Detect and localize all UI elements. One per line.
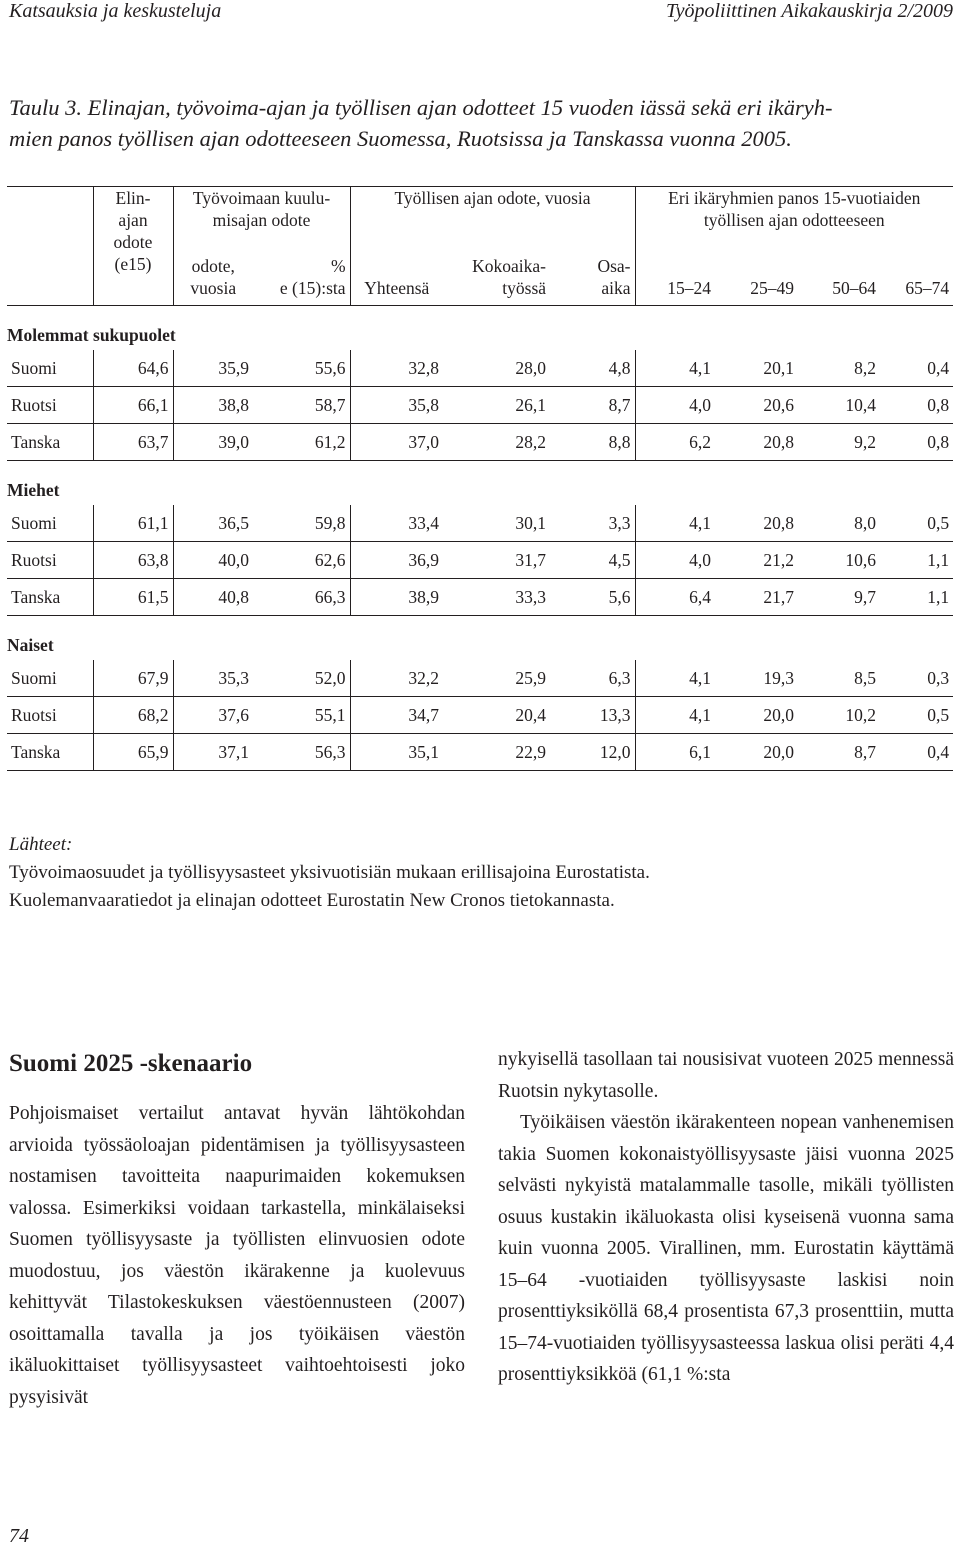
- value-cell: 26,1: [443, 387, 550, 424]
- table-row: [7, 542, 953, 579]
- value-cell: 66,1: [93, 387, 173, 424]
- country-cell: Tanska: [7, 579, 93, 616]
- value-cell: 40,8: [173, 579, 253, 616]
- table-caption: [9, 92, 953, 154]
- value-cell: 4,0: [635, 542, 715, 579]
- article-column-right: [498, 1044, 954, 1391]
- caption-line-1: Taulu 3. Elinajan, työvoima-ajan ja työllisen ajan odotteet 15 vuoden iässä sekä eri ikäryh-: [9, 95, 833, 120]
- value-cell: 20,8: [715, 505, 798, 542]
- value-cell: 35,8: [350, 387, 443, 424]
- value-cell: 31,7: [443, 542, 550, 579]
- country-cell: Tanska: [7, 424, 93, 461]
- value-cell: 20,8: [715, 424, 798, 461]
- value-cell: 8,7: [550, 387, 635, 424]
- value-cell: 33,3: [443, 579, 550, 616]
- paragraph: Pohjoismaiset vertailut antavat hyvän lähtökohdan arvioida työssäoloajan pidentämisen ja työllisyysasteen nostamisen tavoitteita naapurimaiden kokemuksen valossa. Esimerkiksi voidaan tarkastella, minkälaiseksi Suomen työllisyysaste ja työllisten elinvuosien odote muodostuu, jos väestön ikärakenne ja kuolevuus kehittyvät Tilastokeskuksen väestöennusteen (2007) osoittamalla tavalla ja jos työikäisen väestön ikäluokittaiset työllisyysasteet vaihtoehtoisesti joko pysyisivät: [9, 1103, 465, 1408]
- value-cell: 4,1: [635, 697, 715, 734]
- value-cell: 1,1: [880, 542, 953, 579]
- header-life-expectancy: Elin- ajan odote (e15): [93, 187, 173, 306]
- country-cell: Suomi: [7, 660, 93, 697]
- subheader-age-65-74: 65–74: [880, 245, 953, 306]
- table-row: [7, 734, 953, 771]
- subheader-age-15-24: 15–24: [635, 245, 715, 306]
- group-header-row: [7, 461, 953, 506]
- table-row: [7, 387, 953, 424]
- value-cell: 0,8: [880, 387, 953, 424]
- value-cell: 8,2: [798, 350, 880, 387]
- value-cell: 3,3: [550, 505, 635, 542]
- value-cell: 4,1: [635, 660, 715, 697]
- table-body: [7, 306, 953, 771]
- table-row: [7, 579, 953, 616]
- group-header-row: [7, 616, 953, 661]
- group-title: Miehet: [7, 480, 60, 500]
- value-cell: 10,4: [798, 387, 880, 424]
- table-row: [7, 697, 953, 734]
- subheader-percent-of-e15: % e (15):sta: [253, 245, 350, 306]
- value-cell: 4,8: [550, 350, 635, 387]
- article-column-left: [9, 1044, 465, 1413]
- value-cell: 52,0: [253, 660, 350, 697]
- value-cell: 20,4: [443, 697, 550, 734]
- value-cell: 5,6: [550, 579, 635, 616]
- value-cell: 22,9: [443, 734, 550, 771]
- source-line-1: Työvoimaosuudet ja työllisyysasteet yksivuotisiän mukaan erillisajoina Eurostatista.: [9, 862, 650, 883]
- value-cell: 63,8: [93, 542, 173, 579]
- value-cell: 64,6: [93, 350, 173, 387]
- value-cell: 39,0: [173, 424, 253, 461]
- table-row: [7, 505, 953, 542]
- subheader-total: Yhteensä: [350, 245, 443, 306]
- value-cell: 9,7: [798, 579, 880, 616]
- value-cell: 0,3: [880, 660, 953, 697]
- value-cell: 6,3: [550, 660, 635, 697]
- value-cell: 56,3: [253, 734, 350, 771]
- value-cell: 4,5: [550, 542, 635, 579]
- value-cell: 55,1: [253, 697, 350, 734]
- country-cell: Tanska: [7, 734, 93, 771]
- value-cell: 20,6: [715, 387, 798, 424]
- value-cell: 68,2: [93, 697, 173, 734]
- group-title: Molemmat sukupuolet: [7, 325, 176, 345]
- value-cell: 38,8: [173, 387, 253, 424]
- header-labour-force-time: Työvoimaan kuulu- misajan odote: [173, 187, 350, 246]
- data-table: [7, 186, 953, 771]
- value-cell: 37,6: [173, 697, 253, 734]
- country-cell: Suomi: [7, 505, 93, 542]
- country-cell: Suomi: [7, 350, 93, 387]
- value-cell: 10,2: [798, 697, 880, 734]
- value-cell: 35,1: [350, 734, 443, 771]
- value-cell: 28,2: [443, 424, 550, 461]
- value-cell: 0,5: [880, 505, 953, 542]
- value-cell: 37,1: [173, 734, 253, 771]
- value-cell: 21,2: [715, 542, 798, 579]
- caption-line-2: mien panos työllisen ajan odotteeseen Suomessa, Ruotsissa ja Tanskassa vuonna 2005.: [9, 126, 792, 151]
- group-header-row: [7, 306, 953, 351]
- value-cell: 20,0: [715, 734, 798, 771]
- source-line-2: Kuolemanvaaratiedot ja elinajan odotteet Eurostatin New Cronos tietokannasta.: [9, 890, 615, 911]
- value-cell: 67,9: [93, 660, 173, 697]
- value-cell: 35,9: [173, 350, 253, 387]
- subheader-full-time: Kokoaika- työssä: [443, 245, 550, 306]
- value-cell: 0,5: [880, 697, 953, 734]
- value-cell: 20,0: [715, 697, 798, 734]
- sources-label: Lähteet:: [9, 834, 73, 855]
- subheader-part-time: Osa- aika: [550, 245, 635, 306]
- value-cell: 36,5: [173, 505, 253, 542]
- value-cell: 20,1: [715, 350, 798, 387]
- value-cell: 13,3: [550, 697, 635, 734]
- data-table-wrapper: [7, 186, 953, 771]
- group-title: Naiset: [7, 635, 54, 655]
- value-cell: 6,4: [635, 579, 715, 616]
- country-cell: Ruotsi: [7, 697, 93, 734]
- value-cell: 34,7: [350, 697, 443, 734]
- header-age-group-contribution: Eri ikäryhmien panos 15-vuotiaiden työllisen ajan odotteeseen: [635, 187, 953, 246]
- value-cell: 40,0: [173, 542, 253, 579]
- value-cell: 8,7: [798, 734, 880, 771]
- value-cell: 65,9: [93, 734, 173, 771]
- value-cell: 63,7: [93, 424, 173, 461]
- paragraph: Työikäisen väestön ikärakenteen nopean vanhenemisen takia Suomen kokonaistyöllisyysaste jäisi vuonna 2025 selvästi nykyistä matalammalle tasolle, mikäli työllisten osuus kustakin ikäluokasta olisi kyseisenä vuonna sama kuin vuonna 2005. Virallinen, mm. Eurostatin käyttämä 15–64 -vuotiaiden työllisyysaste laskisi noin prosenttiyksiköllä 68,4 prosentista 67,3 prosenttiin, mutta 15–74-vuotiaiden työllisyysasteessa laskua olisi peräti 4,4 prosenttiyksikköä (61,1 %:sta: [498, 1112, 954, 1385]
- value-cell: 66,3: [253, 579, 350, 616]
- value-cell: 0,8: [880, 424, 953, 461]
- value-cell: 8,5: [798, 660, 880, 697]
- value-cell: 12,0: [550, 734, 635, 771]
- value-cell: 59,8: [253, 505, 350, 542]
- section-title: Katsauksia ja keskusteluja: [9, 0, 222, 22]
- value-cell: 1,1: [880, 579, 953, 616]
- subheader-age-50-64: 50–64: [798, 245, 880, 306]
- section-heading: Suomi 2025 -skenaario: [9, 1050, 253, 1077]
- value-cell: 21,7: [715, 579, 798, 616]
- value-cell: 10,6: [798, 542, 880, 579]
- country-cell: Ruotsi: [7, 542, 93, 579]
- country-cell: Ruotsi: [7, 387, 93, 424]
- value-cell: 61,5: [93, 579, 173, 616]
- value-cell: 28,0: [443, 350, 550, 387]
- value-cell: 38,9: [350, 579, 443, 616]
- value-cell: 9,2: [798, 424, 880, 461]
- journal-title: Työpoliittinen Aikakauskirja 2/2009: [665, 0, 953, 22]
- running-header: [9, 0, 953, 28]
- table-row: [7, 660, 953, 697]
- value-cell: 58,7: [253, 387, 350, 424]
- value-cell: 4,0: [635, 387, 715, 424]
- table-row: [7, 350, 953, 387]
- value-cell: 0,4: [880, 350, 953, 387]
- sources: [9, 831, 953, 915]
- value-cell: 8,8: [550, 424, 635, 461]
- value-cell: 4,1: [635, 505, 715, 542]
- value-cell: 30,1: [443, 505, 550, 542]
- paragraph: nykyisellä tasollaan tai nousisivat vuoteen 2025 mennessä Ruotsin nykytasolle.: [498, 1049, 954, 1102]
- value-cell: 33,4: [350, 505, 443, 542]
- value-cell: 32,2: [350, 660, 443, 697]
- subheader-age-25-49: 25–49: [715, 245, 798, 306]
- value-cell: 61,2: [253, 424, 350, 461]
- value-cell: 35,3: [173, 660, 253, 697]
- value-cell: 8,0: [798, 505, 880, 542]
- subheader-expectancy-years: odote, vuosia: [173, 245, 253, 306]
- value-cell: 6,2: [635, 424, 715, 461]
- value-cell: 0,4: [880, 734, 953, 771]
- value-cell: 36,9: [350, 542, 443, 579]
- value-cell: 19,3: [715, 660, 798, 697]
- value-cell: 37,0: [350, 424, 443, 461]
- value-cell: 6,1: [635, 734, 715, 771]
- header-employment-time: Työllisen ajan odote, vuosia: [350, 187, 635, 246]
- page-number: 74: [9, 1525, 29, 1547]
- value-cell: 25,9: [443, 660, 550, 697]
- table-row: [7, 424, 953, 461]
- value-cell: 61,1: [93, 505, 173, 542]
- value-cell: 4,1: [635, 350, 715, 387]
- value-cell: 62,6: [253, 542, 350, 579]
- value-cell: 55,6: [253, 350, 350, 387]
- value-cell: 32,8: [350, 350, 443, 387]
